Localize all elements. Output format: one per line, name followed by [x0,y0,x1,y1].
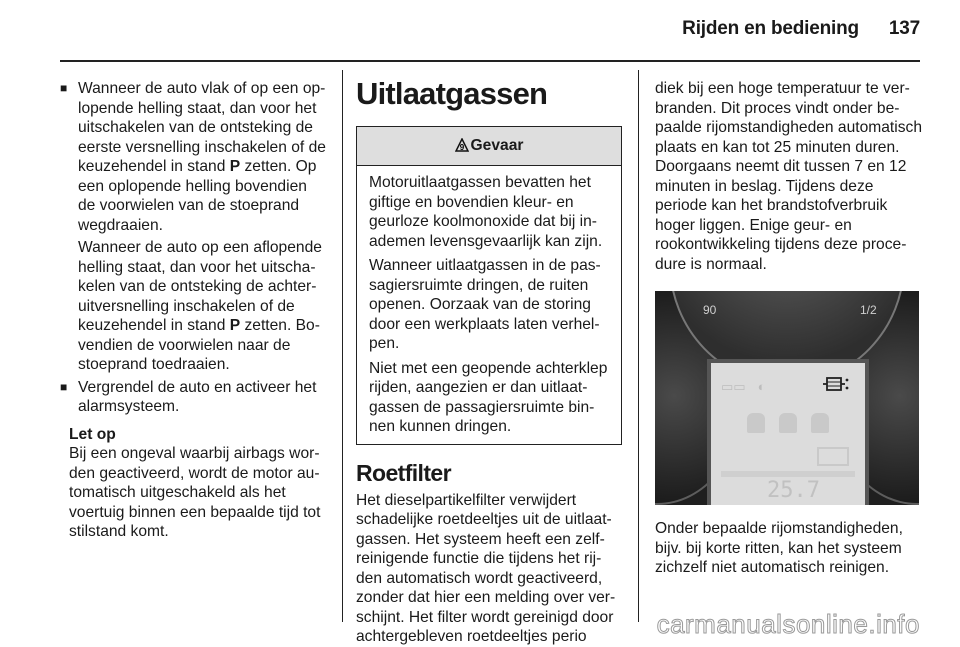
warning-paragraph: Motoruitlaatgassen bevatten het giftige en bovendien kleur- en geurloze koolmonoxide dat bij inademen levensgevaarlijk kan zijn. [369,174,603,250]
display-people-row [747,413,829,433]
instrument-cluster-figure [655,291,919,505]
section-heading: Uitlaatgassen [356,76,548,111]
column-2 [356,74,622,647]
column-separator-2 [638,70,639,622]
bullet-item [60,79,328,235]
person-icon [779,413,797,433]
section-title: Rijden en bediening [682,18,859,39]
display-bar [721,471,855,477]
page-number: 137 [888,18,920,39]
display-icon-row [721,377,765,397]
bullet-icon: ■ [60,379,68,394]
sub-paragraph: Wanneer de auto op een aflopende helling staat, dan voor het uitschakelen van de ontsteking de achteruitversnelling inschakelen of de keuzehendel in stand P zetten. Bovendien de voorwielen naar de stoeprand toedraaien. [78,239,322,373]
column-separator-1 [342,70,343,622]
note-title: Let op [69,425,116,443]
bullet-text: Wanneer de auto vlak of op een oplopende helling staat, dan voor het uitschakelen van de ontsteking de eerste versnelling inschakelen of de keuzehendel in stand [78,80,326,175]
warning-body [357,166,621,444]
page-header [682,18,920,40]
seat-icon: ◐ [757,379,766,394]
note-text: Bij een ongeval waarbij airbags worden geactiveerd, wordt de motor automatisch uitgeschakeld als het voertuig binnen een bepaalde tijd tot stilstand komt. [69,445,321,540]
gear-position: P [229,317,241,334]
header-rule [60,60,920,62]
bullet-text: Vergrendel de auto en activeer het alarmsysteem. [78,378,317,415]
bullet-text-cont: zetten. Op een oplopende helling bovendien de voorwielen van de stoeprand wegdraaien. [78,158,317,234]
watermark: carmanualsonline.info [656,609,920,639]
person-icon [811,413,829,433]
warning-paragraph: Niet met een geopende achterklep rijden, aangezien er dan uitlaatgassen de passagiersruimte binnen kunnen dringen. [369,359,608,435]
warning-box [356,126,622,445]
bullet-icon: ■ [60,81,68,95]
warning-icon [455,138,469,152]
warning-title: Gevaar [470,137,524,154]
warning-header [357,127,621,166]
diesel-particle-filter-icon [823,373,849,395]
figure-caption: Onder bepaalde rijomstandigheden, bijv. bij korte ritten, kan het systeem zichzelf niet automatisch reinigen. [655,520,903,576]
car-icon: ▭▭ [721,379,746,394]
warning-paragraph: Wanneer uitlaatgassen in de passagiersruimte dringen, de ruiten openen. Oorzaak van de storing door een werkplaats laten verhelpen. [369,257,601,352]
svg-text:9: 9 [459,143,464,152]
body-text: Het dieselpartikelfilter verwijdert schadelijke roetdeeltjes uit de uitlaatgassen. Het systeem heeft een zelfreinigende functie die tijdens het rijden automatisch wordt geactiveerd, zonder dat hier een melding over verschijnt. Het filter wordt gereinigd door achtergebleven roetdeeltjes perio [356,491,616,645]
person-icon [747,413,765,433]
gear-position: P [229,158,241,175]
body-text: diek bij een hoge temperatuur te verbranden. Dit proces vindt onder bepaalde rijomstandigheden automatisch plaats en kan tot 25 minuten duren. Doorgaans neemt dit tussen 7 en 12 minuten in beslag. Tijdens deze periode kan het brandstofverbruik hoger liggen. Enige geur- en rookontwikkeling tijdens deze procedure is normaal. [655,80,922,273]
gauge-right-number: 1/2 [860,303,877,317]
gauge-left-number: 90 [703,303,717,317]
display-readout: 25.7 [767,478,820,503]
driver-info-display [707,359,869,505]
column-1 [60,79,328,542]
bullet-item [60,378,328,417]
battery-icon [817,447,849,466]
subsection-heading: Roetfilter [356,459,451,486]
column-3 [655,79,925,578]
